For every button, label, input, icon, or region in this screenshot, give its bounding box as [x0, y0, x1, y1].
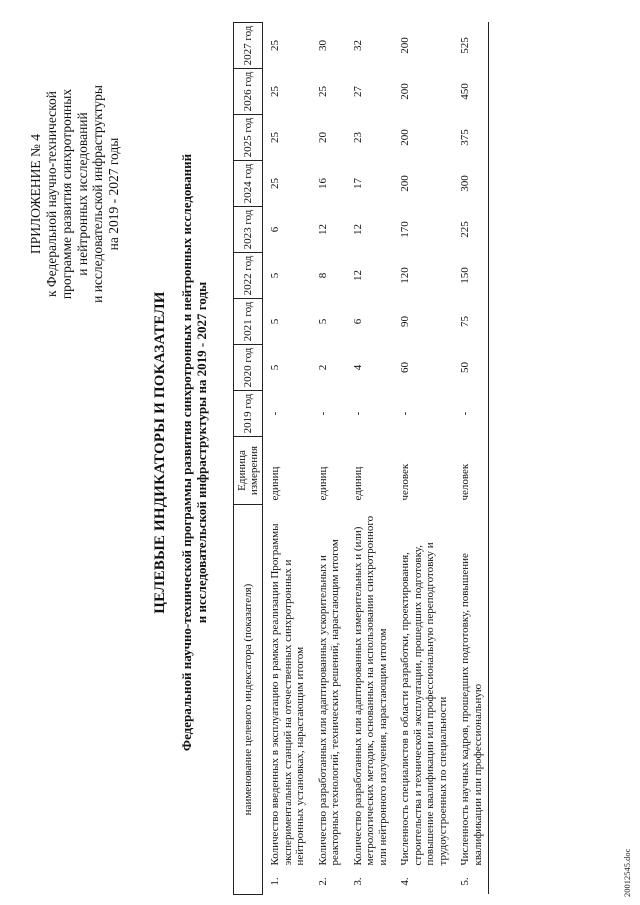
table-row: [263, 23, 311, 895]
row-number: 1.: [269, 877, 281, 886]
header-year-2023: 2023 год: [234, 207, 263, 253]
indicator-name: Количество разработанных или адаптированных измерительных и (или) метрологических методик, основанных на использовании синхротронного или нейтронного излучения, нарастающим итогом: [351, 515, 389, 866]
header-year-2021: 2021 год: [234, 299, 263, 345]
appendix-line: и нейтронных исследований: [74, 112, 90, 276]
header-unit: Единица измерения: [234, 437, 263, 505]
unit-cell: человек: [399, 463, 411, 501]
value-cell: 5: [269, 272, 281, 279]
value-cell: 8: [316, 272, 329, 279]
indicator-name: Количество введенных в эксплуатацию в рамках реализации Программы экспериментальных станций на отечественных синхротронных и нейтронных установках, нарастающим итогом: [269, 523, 306, 866]
header-year-2025: 2025 год: [234, 115, 263, 161]
subtitle-line-2: и исследовательской инфраструктуры на 2019 - 2027 годы: [193, 281, 209, 624]
value-cell: 200: [399, 175, 411, 192]
value-cell: 12: [316, 224, 329, 235]
appendix-header: [28, 44, 121, 344]
file-name: 20012545.doc: [622, 848, 632, 897]
value-cell: 20: [316, 132, 329, 143]
appendix-line: и исследовательской инфраструктуры: [90, 85, 105, 303]
indicators-table: [233, 22, 489, 895]
document-subtitle: [180, 60, 209, 845]
value-cell: -: [269, 411, 281, 416]
value-cell: 12: [351, 224, 364, 235]
table-row: [453, 23, 489, 895]
value-cell: 25: [316, 86, 329, 97]
value-cell: 16: [316, 178, 329, 189]
row-number: 3.: [351, 877, 364, 886]
value-cell: 23: [351, 132, 364, 143]
value-cell: 2: [316, 364, 329, 371]
value-cell: 200: [399, 83, 411, 100]
value-cell: 12: [351, 270, 364, 281]
appendix-line: к Федеральной научно-технической: [43, 91, 59, 298]
indicators-table-wrapper: [233, 23, 489, 895]
document-title: ЦЕЛЕВЫЕ ИНДИКАТОРЫ И ПОКАЗАТЕЛИ: [152, 291, 168, 614]
value-cell: -: [453, 391, 489, 437]
header-year-2019: 2019 год: [234, 391, 263, 437]
value-cell: 25: [269, 40, 281, 51]
value-cell: 25: [269, 86, 281, 97]
value-cell: 450: [453, 69, 489, 115]
unit-cell: единиц: [351, 466, 364, 501]
value-cell: 375: [453, 115, 489, 161]
value-cell: 25: [269, 178, 281, 189]
value-cell: 6: [351, 318, 364, 325]
subtitle-line-1: Федеральной научно-технической программы развития синхротронных и нейтронных исследований: [179, 153, 194, 752]
unit-cell: единиц: [316, 466, 329, 501]
value-cell: 50: [453, 345, 489, 391]
header-year-2027: 2027 год: [234, 23, 263, 69]
value-cell: 5: [269, 318, 281, 325]
value-cell: 90: [399, 316, 411, 327]
row-number: 5.: [453, 869, 489, 895]
unit-cell: единиц: [269, 466, 281, 501]
header-year-2026: 2026 год: [234, 69, 263, 115]
appendix-line: ПРИЛОЖЕНИЕ № 4: [28, 133, 43, 255]
indicator-name: Количество разработанных или адаптированных ускорительных и реакторных технологий, технических решений, нарастающим итогом: [316, 539, 341, 866]
row-number: 4.: [399, 877, 411, 886]
header-name: наименование целевого индексатора (показателя): [234, 505, 263, 895]
value-cell: -: [316, 411, 329, 416]
header-year-2024: 2024 год: [234, 161, 263, 207]
value-cell: -: [399, 411, 411, 416]
value-cell: 5: [316, 318, 329, 325]
value-cell: 32: [351, 40, 364, 51]
value-cell: 525: [453, 23, 489, 69]
value-cell: -: [351, 411, 364, 416]
indicator-name: Численность специалистов в области разработки, проектирования, строительства и технической эксплуатации, прошедших подготовку, повышение квалификации или профессиональную переподготовку и трудоустроенных по специальности: [399, 542, 449, 866]
value-cell: 25: [269, 132, 281, 143]
table-row: [311, 23, 346, 895]
value-cell: 170: [399, 221, 411, 238]
value-cell: 5: [269, 364, 281, 371]
value-cell: 17: [351, 178, 364, 189]
header-year-2020: 2020 год: [234, 345, 263, 391]
value-cell: 30: [316, 40, 329, 51]
value-cell: 225: [453, 207, 489, 253]
value-cell: 27: [351, 86, 364, 97]
header-year-2022: 2022 год: [234, 253, 263, 299]
value-cell: 200: [399, 37, 411, 54]
table-body: [263, 23, 489, 895]
value-cell: 60: [399, 362, 411, 373]
unit-cell: человек: [453, 437, 489, 505]
value-cell: 75: [453, 299, 489, 345]
appendix-line: на 2019 - 2027 годы: [105, 137, 121, 251]
indicator-name: Численность научных кадров, прошедших подготовку, повышение квалификации или профессиональную: [453, 505, 489, 869]
value-cell: 150: [453, 253, 489, 299]
table-row: [346, 23, 394, 895]
appendix-line: программе развития синхротронных: [59, 88, 74, 300]
value-cell: 300: [453, 161, 489, 207]
value-cell: 4: [351, 364, 364, 371]
value-cell: 6: [269, 226, 281, 233]
value-cell: 200: [399, 129, 411, 146]
value-cell: 120: [399, 267, 411, 284]
table-header-row: [234, 23, 263, 895]
row-number: 2.: [316, 877, 329, 886]
table-row: [393, 23, 453, 895]
